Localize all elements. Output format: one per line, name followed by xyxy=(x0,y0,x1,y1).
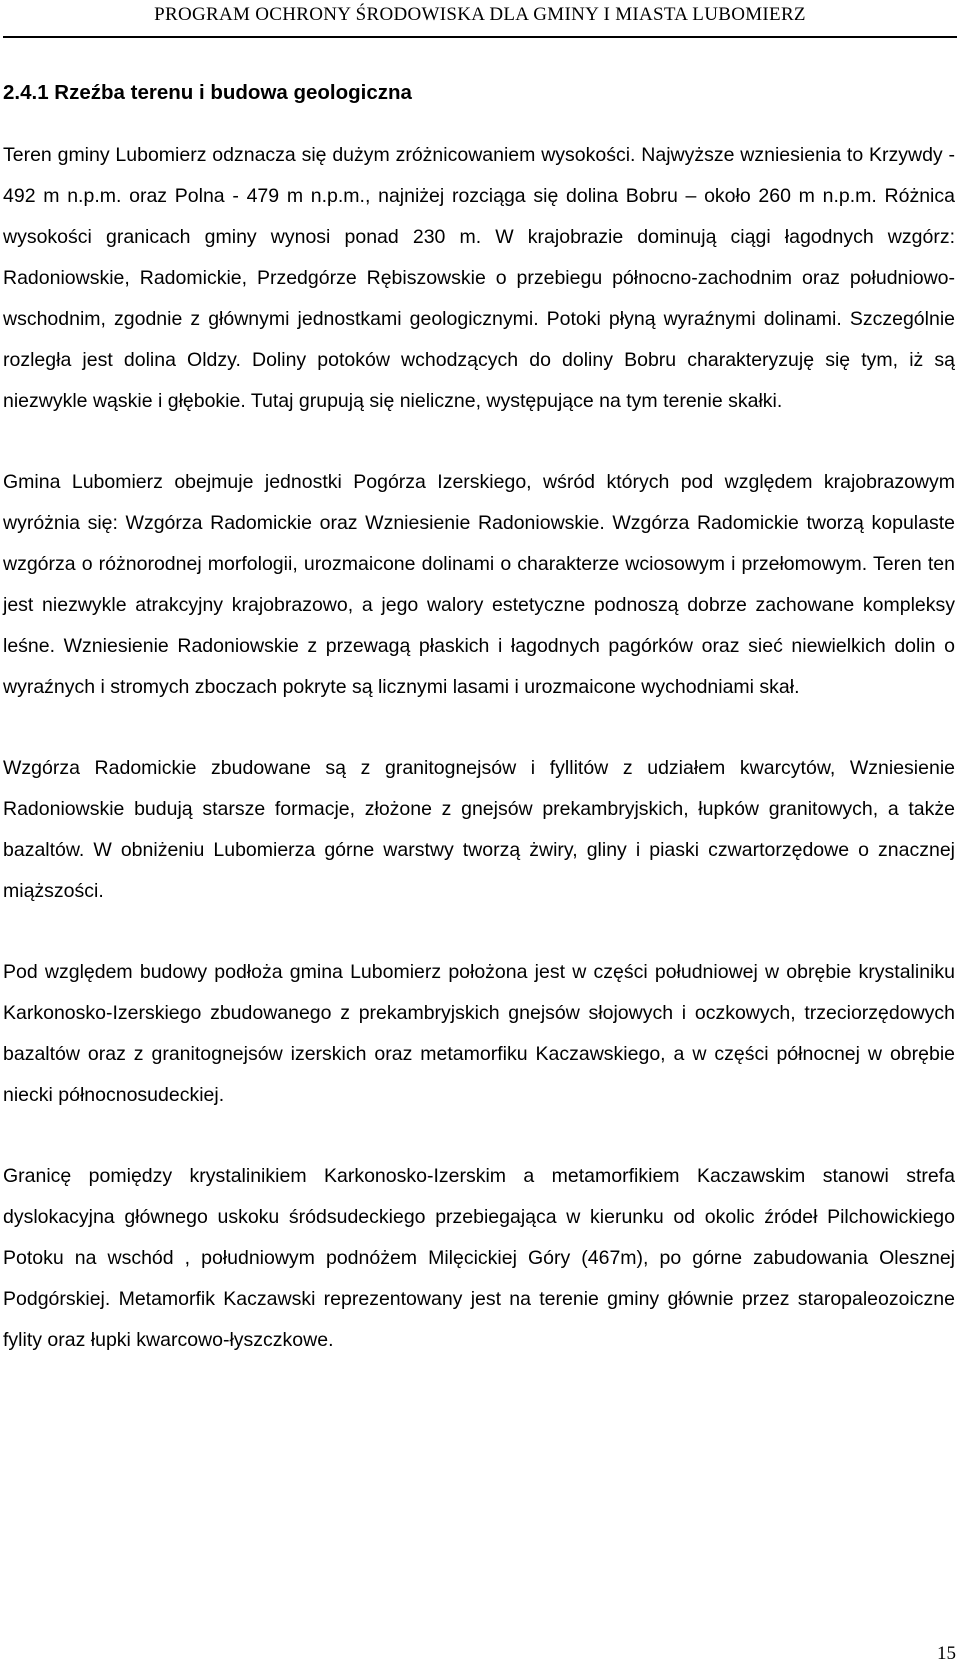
page-number: 15 xyxy=(937,1643,956,1664)
paragraph-relief: Teren gminy Lubomierz odznacza się dużym zróżnicowaniem wysokości. Najwyższe wzniesienia to Krzywdy - 492 m n.p.m. oraz Polna - 479 m n.p.m., najniżej rozciąga się dolina Bobru – około 260 m n.p.m. Różnica wysokości granicach gminy wynosi ponad 230 m. W krajobrazie dominują ciągi łagodnych wzgórz: Radoniowskie, Radomickie, Przedgórze Rębiszowskie o przebiegu północno-zachodnim oraz południowo-wschodnim, zgodnie z głównymi jednostkami geologicznymi. Potoki płyną wyraźnymi dolinami. Szczególnie rozległa jest dolina Oldzy. Doliny potoków wchodzących do doliny Bobru charakteryzuję się tym, iż są niezwykle wąskie i głębokie. Tutaj grupują się nieliczne, występujące na tym terenie skałki. xyxy=(3,144,955,412)
paragraph-rock-composition: Wzgórza Radomickie zbudowane są z granitognejsów i fyllitów z udziałem kwarcytów, Wzniesienie Radoniowskie budują starsze formacje, złożone z gnejsów prekambryjskich, łupków granitowych, a także bazaltów. W obniżeniu Lubomierza górne warstwy tworzą żwiry, gliny i piaski czwartorzędowe o znacznej miąższości. xyxy=(3,757,955,902)
paragraph-geological-structure: Pod względem budowy podłoża gmina Lubomierz położona jest w części południowej w obrębie krystaliniku Karkonosko-Izerskiego zbudowanego z prekambryjskich gnejsów słojowych i oczkowych, trzeciorzędowych bazaltów oraz z granitognejsów izerskich oraz metamorfiku Kaczawskiego, a w części północnej w obrębie niecki północnosudeckiej. xyxy=(3,961,955,1106)
body-text xyxy=(3,135,955,1401)
running-header: PROGRAM OCHRONY ŚRODOWISKA DLA GMINY I MIASTA LUBOMIERZ xyxy=(154,4,806,25)
section-title: 2.4.1 Rzeźba terenu i budowa geologiczna xyxy=(3,81,412,104)
paragraph-fault-zone: Granicę pomiędzy krystalinikiem Karkonosko-Izerskim a metamorfikiem Kaczawskim stanowi strefa dyslokacyjna głównego uskoku śródsudeckiego przebiegająca w kierunku od okolic źródeł Pilchowickiego Potoku na wschód , południowym podnóżem Milęcickiej Góry (467m), po górne zabudowania Olesznej Podgórskiej. Metamorfik Kaczawski reprezentowany jest na terenie gminy głównie przez staropaleozoiczne fylity oraz łupki kwarcowo-łyszczkowe. xyxy=(3,1165,955,1351)
paragraph-landscape-units: Gmina Lubomierz obejmuje jednostki Pogórza Izerskiego, wśród których pod względem krajobrazowym wyróżnia się: Wzgórza Radomickie oraz Wzniesienie Radoniowskie. Wzgórza Radomickie tworzą kopulaste wzgórza o różnorodnej morfologii, urozmaicone dolinami o charakterze wciosowym i przełomowym. Teren ten jest niezwykle atrakcyjny krajobrazowo, a jego walory estetyczne podnoszą dobrze zachowane kompleksy leśne. Wzniesienie Radoniowskie z przewagą płaskich i łagodnych pagórków oraz sieć niewielkich dolin o wyraźnych i stromych zboczach pokryte są licznymi lasami i urozmaicone wychodniami skał. xyxy=(3,471,955,698)
header-divider xyxy=(3,36,957,38)
